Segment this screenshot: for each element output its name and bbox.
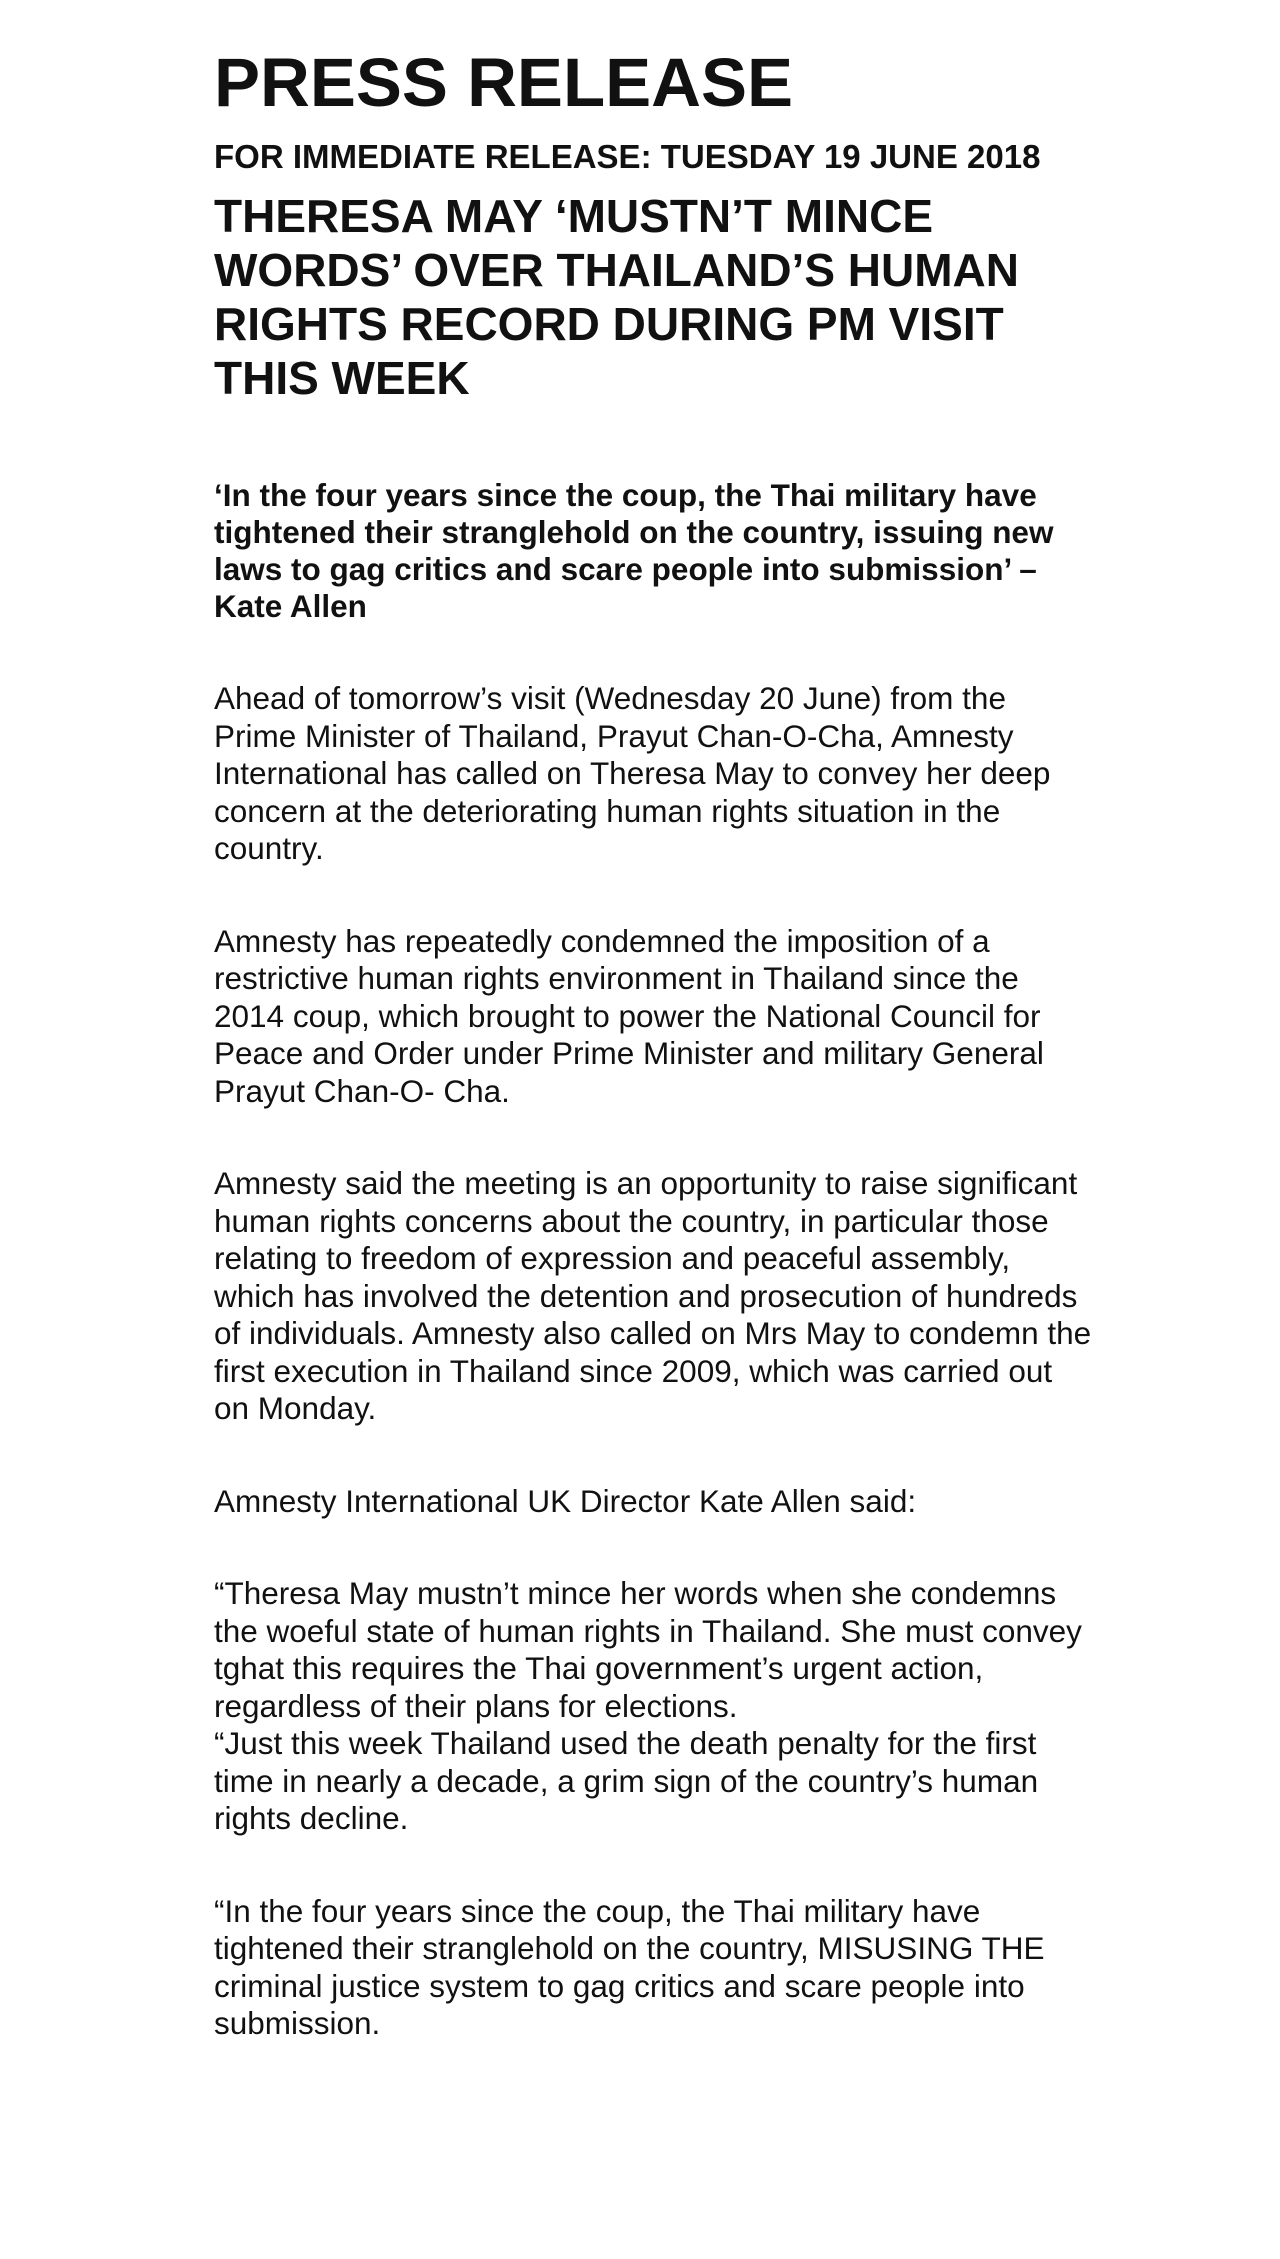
body-paragraph-1: Ahead of tomorrow’s visit (Wednesday 20 June) from the Prime Minister of Thailand, Prayut Chan-O-Cha, Amnesty International has called on Theresa May to convey her deep concern at the deteriorating human rights situation in the country. — [214, 680, 1051, 866]
body-paragraph-3: Amnesty said the meeting is an opportunity to raise significant human rights concerns about the country, in particular those relating to freedom of expression and peaceful assembly, which has involved the detention and prosecution of hundreds of individuals. Amnesty also called on Mrs May to condemn the first execution in Thailand since 2009, which was carried out on Monday. — [214, 1165, 1092, 1426]
document-title: PRESS RELEASE — [214, 44, 793, 121]
release-dateline: FOR IMMEDIATE RELEASE: TUESDAY 19 JUNE 2018 — [214, 138, 1041, 175]
body-paragraph-7: “In the four years since the coup, the Thai military have tightened their stranglehold on the country, MISUSING THE criminal justice system to gag critics and scare people into submission. — [214, 1892, 1045, 2041]
body-paragraph-2: Amnesty has repeatedly condemned the imposition of a restrictive human rights environment in Thailand since the 2014 coup, which brought to power the National Council for Peace and Order under Prime Minister and military General Prayut Chan-O- Cha. — [214, 922, 1044, 1109]
headline: THERESA MAY ‘MUSTN’T MINCE WORDS’ OVER THAILAND’S HUMAN RIGHTS RECORD DURING PM VISIT THIS WEEK — [214, 190, 1019, 404]
press-release-document — [214, 40, 1094, 2043]
standfirst-quote: ‘In the four years since the coup, the Thai military have tightened their stranglehold on the country, issuing new laws to gag critics and scare people into submission’ – Kate Allen — [214, 477, 1054, 624]
body-paragraph-4: Amnesty International UK Director Kate Allen said: — [214, 1482, 917, 1519]
body-paragraph-6: “Just this week Thailand used the death penalty for the first time in nearly a decade, a grim sign of the country’s human rights decline. — [214, 1725, 1039, 1836]
body-paragraph-5: “Theresa May mustn’t mince her words when she condemns the woeful state of human rights in Thailand. She must convey tghat this requires the Thai government’s urgent action, regardless of their plans for elections. — [214, 1575, 1082, 1724]
